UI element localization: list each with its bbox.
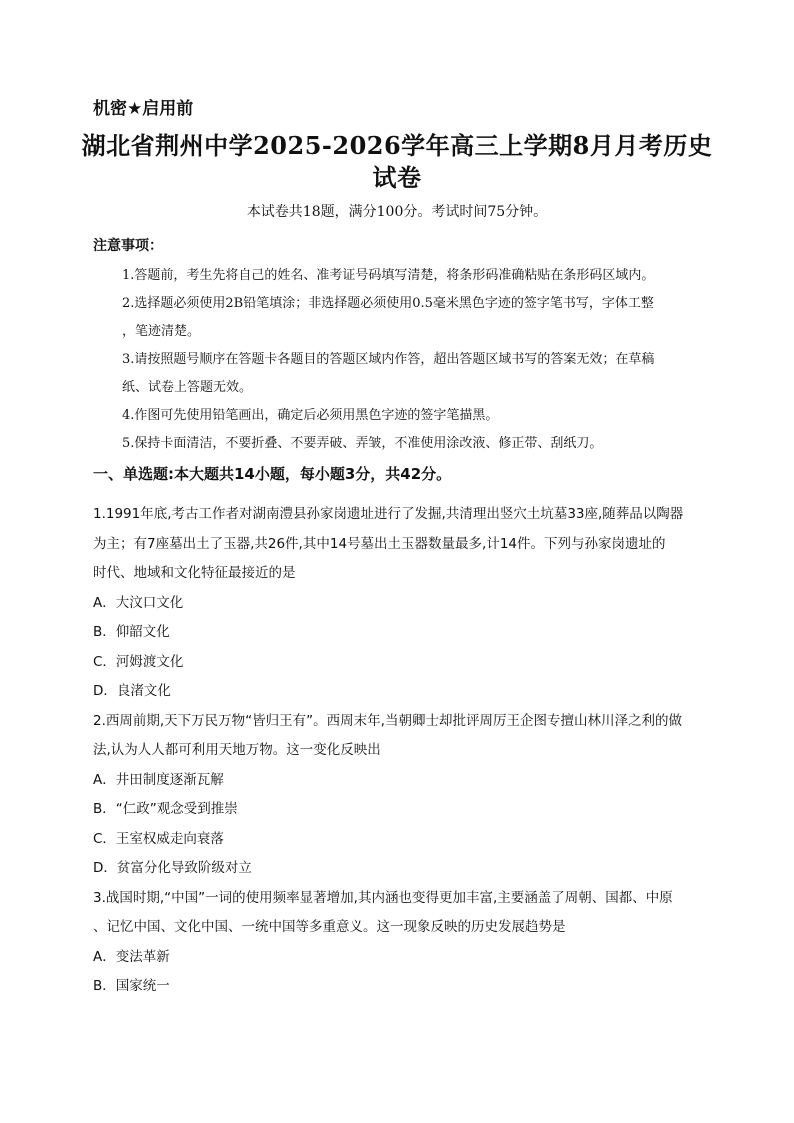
note-item-2: 2.选择题必须使用2B铅笔填涂；非选择题必须使用0.5毫米黑色字迹的签字笔书写，字体工整 bbox=[122, 296, 654, 311]
question-2-option-d: D．贫富分化导致阶级对立 bbox=[93, 860, 252, 876]
note-item-2-continued: ，笔迹清楚。 bbox=[122, 324, 201, 339]
notes-list bbox=[122, 262, 702, 458]
question-1-stem-line-3: 时代、地域和文化特征最接近的是 bbox=[93, 565, 296, 581]
question-3-stem-line-1: 3.战国时期,“中国”一词的使用频率显著增加,其内涵也变得更加丰富,主要涵盖了周朝、国都、中原 bbox=[93, 889, 673, 906]
question-1-stem-line-2: 为主；有7座墓出土了玉器,共26件,其中14号墓出土玉器数量最多,计14件。下列与孙家岗遗址的 bbox=[93, 535, 666, 552]
question-2-option-b: B．“仁政”观念受到推崇 bbox=[93, 801, 238, 817]
question-3-stem-line-2: 、记忆中国、文化中国、一统中国等多重意义。这一现象反映的历史发展趋势是 bbox=[93, 919, 566, 935]
question-1-option-d: D．良渚文化 bbox=[93, 683, 171, 699]
question-1-option-a: A．大汶口文化 bbox=[93, 594, 184, 611]
question-2-option-a: A．井田制度逐渐瓦解 bbox=[93, 771, 224, 788]
question-3 bbox=[93, 884, 703, 1002]
question-2-option-c: C．王室权威走向衰落 bbox=[93, 830, 224, 847]
question-1-stem-line-1: 1.1991年底,考古工作者对湖南澧县孙家岗遗址进行了发掘,共清理出竖穴土坑墓33座,随葬品以陶器 bbox=[93, 506, 684, 522]
question-2-stem-line-1: 2.西周前期,天下万民万物“皆归王有”。西周末年,当朝卿士却批评周厉王企图专擅山林川泽之利的做 bbox=[93, 712, 682, 729]
question-1 bbox=[93, 500, 703, 707]
question-2 bbox=[93, 707, 703, 884]
exam-title-line-1: 湖北省荆州中学2025-2026学年高三上学期8月月考历史 bbox=[81, 131, 713, 160]
exam-info: 本试卷共18题，满分100分。考试时间75分钟。 bbox=[246, 204, 548, 220]
question-3-option-b: B．国家统一 bbox=[93, 978, 170, 994]
exam-title-line-2: 试卷 bbox=[372, 163, 422, 192]
notes-heading: 注意事项： bbox=[93, 238, 163, 254]
note-item-5: 5.保持卡面清洁，不要折叠、不要弄破、弄皱，不准使用涂改液、修正带、刮纸刀。 bbox=[122, 436, 603, 451]
question-3-option-a: A．变法革新 bbox=[93, 948, 170, 965]
note-item-3-continued: 纸、试卷上答题无效。 bbox=[122, 380, 253, 395]
note-item-1: 1.答题前，考生先将自己的姓名、准考证号码填写清楚，将条形码准确粘贴在条形码区域内。 bbox=[122, 268, 655, 283]
question-1-option-c: C．河姆渡文化 bbox=[93, 653, 184, 670]
question-1-option-b: B．仰韶文化 bbox=[93, 624, 170, 640]
question-2-stem-line-2: 法,认为人人都可利用天地万物。这一变化反映出 bbox=[93, 742, 381, 758]
question-list bbox=[93, 500, 703, 1002]
exam-title bbox=[40, 130, 754, 194]
note-item-4: 4.作图可先使用铅笔画出，确定后必须用黑色字迹的签字笔描黑。 bbox=[122, 408, 499, 423]
note-item-3: 3.请按照题号顺序在答题卡各题目的答题区域内作答，超出答题区域书写的答案无效；在草稿 bbox=[122, 352, 655, 367]
section-heading: 一、单选题:本大题共14小题，每小题3分，共42分。 bbox=[93, 465, 452, 483]
confidential-label: 机密★启用前 bbox=[93, 99, 194, 119]
